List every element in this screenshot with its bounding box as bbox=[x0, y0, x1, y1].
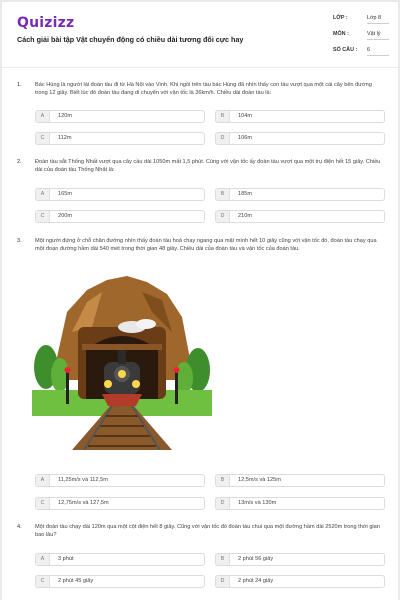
meta-count-label: SỐ CÂU : bbox=[333, 47, 358, 53]
option-text: 12,5m/s và 125m bbox=[238, 477, 281, 483]
option-letter: C bbox=[36, 498, 50, 509]
question-text: Đoàn tàu sắt Thống Nhất vượt qua cây cầu dài 1050m mất 1,5 phút. Cùng với vận tốc ấy đoàn tàu vượt qua một trụ điện hết 15 giây. Chiều dài của đoàn tàu Thống Nhất là: bbox=[35, 159, 381, 173]
meta-divider bbox=[367, 55, 389, 56]
meta-class-label: LỚP : bbox=[333, 15, 348, 21]
option-letter: C bbox=[36, 211, 50, 222]
q3-option-a[interactable] bbox=[35, 474, 205, 487]
q4-option-c[interactable] bbox=[35, 575, 205, 588]
q1-option-d[interactable] bbox=[215, 132, 385, 145]
option-letter: B bbox=[216, 111, 230, 122]
question-text: Một đoàn tàu chạy dài 120m qua một cột điện hết 8 giây. Cũng với vận tốc đó đoàn tàu chui qua một đường hầm dài 2520m trong thời gian bao lâu? bbox=[35, 524, 380, 538]
option-letter: B bbox=[216, 554, 230, 565]
option-text: 106m bbox=[238, 135, 252, 141]
option-letter: B bbox=[216, 189, 230, 200]
option-text: 112m bbox=[58, 135, 72, 141]
train-lamp bbox=[132, 380, 140, 388]
worksheet-title: Cách giải bài tập Vật chuyển động có chiều dài tương đối cực hay bbox=[17, 35, 244, 44]
worksheet-header bbox=[2, 2, 398, 68]
option-text: 13m/s và 130m bbox=[238, 500, 277, 506]
option-letter: A bbox=[36, 111, 50, 122]
option-letter: D bbox=[216, 133, 230, 144]
tunnel-beam bbox=[82, 344, 162, 350]
smoke-cloud bbox=[136, 319, 156, 329]
q3-option-d[interactable] bbox=[215, 497, 385, 510]
q4-option-b[interactable] bbox=[215, 553, 385, 566]
header-divider bbox=[2, 67, 398, 68]
option-letter: A bbox=[36, 189, 50, 200]
train-chimney bbox=[118, 350, 126, 364]
option-text: 11,25m/s và 112,5m bbox=[58, 477, 108, 483]
option-text: 120m bbox=[58, 113, 72, 119]
signal-pole bbox=[66, 368, 69, 404]
meta-count-value: 6 bbox=[367, 47, 370, 53]
q4-option-d[interactable] bbox=[215, 575, 385, 588]
q3-option-b[interactable] bbox=[215, 474, 385, 487]
q2-option-d[interactable] bbox=[215, 210, 385, 223]
q1-option-a[interactable] bbox=[35, 110, 205, 123]
option-text: 12,75m/s và 127,5m bbox=[58, 500, 109, 506]
q2-option-b[interactable] bbox=[215, 188, 385, 201]
question-text: Một người đứng ở chỗ chân đường nhìn thấy đoàn tàu hoả chạy ngang qua mặt mình hết 10 giây cũng với vận tốc đó, đoàn tàu chạy qua một đoạn đường hầm dài 540 mét trong thời gian 48 giây. Chiều dài của đoàn tàu và vận tốc của đoàn tàu. bbox=[35, 238, 377, 252]
option-letter: C bbox=[36, 133, 50, 144]
train-cowcatcher bbox=[102, 394, 142, 406]
question-number: 1. bbox=[17, 82, 22, 88]
option-letter: D bbox=[216, 498, 230, 509]
option-letter: A bbox=[36, 475, 50, 486]
option-text: 200m bbox=[58, 213, 72, 219]
question-number: 3. bbox=[17, 238, 22, 244]
option-text: 2 phút 45 giây bbox=[58, 578, 94, 584]
question-number: 4. bbox=[17, 524, 22, 530]
train-lamp bbox=[104, 380, 112, 388]
option-letter: D bbox=[216, 211, 230, 222]
q3-option-c[interactable] bbox=[35, 497, 205, 510]
meta-subject-value: Vật lý bbox=[367, 31, 381, 37]
question-number: 2. bbox=[17, 159, 22, 165]
train-tunnel-illustration bbox=[32, 272, 212, 450]
quizizz-logo: Quizizz bbox=[17, 15, 75, 31]
question-text: Bác Hùng là người lái đoàn tàu đi từ Hà Nội vào Vinh. Khi ngồi trên tàu bác Hùng đã nhìn thấy con tàu vượt qua một cái cây bên đường trong 12 giây. Biết lúc đó đoàn tàu đang di chuyển với vận tốc là 36km/h. Chiều dài đoàn tàu là: bbox=[35, 82, 372, 96]
option-text: 210m bbox=[238, 213, 252, 219]
meta-class-value: Lớp 8 bbox=[367, 15, 382, 21]
meta-subject-label: MÔN : bbox=[333, 31, 349, 37]
option-letter: D bbox=[216, 576, 230, 587]
q4-option-a[interactable] bbox=[35, 553, 205, 566]
option-text: 165m bbox=[58, 191, 72, 197]
q1-option-b[interactable] bbox=[215, 110, 385, 123]
signal-light bbox=[174, 367, 180, 373]
option-text: 3 phút bbox=[58, 556, 74, 562]
option-text: 2 phút 24 giây bbox=[238, 578, 274, 584]
option-text: 185m bbox=[238, 191, 252, 197]
option-text: 104m bbox=[238, 113, 252, 119]
signal-pole bbox=[175, 368, 178, 404]
meta-divider bbox=[367, 23, 389, 24]
q2-option-a[interactable] bbox=[35, 188, 205, 201]
q2-option-c[interactable] bbox=[35, 210, 205, 223]
signal-light bbox=[65, 367, 71, 373]
option-letter: C bbox=[36, 576, 50, 587]
option-letter: A bbox=[36, 554, 50, 565]
train-headlight bbox=[118, 370, 126, 378]
option-text: 2 phút 56 giây bbox=[238, 556, 274, 562]
meta-divider bbox=[367, 39, 389, 40]
worksheet-page bbox=[2, 2, 398, 600]
q1-option-c[interactable] bbox=[35, 132, 205, 145]
option-letter: B bbox=[216, 475, 230, 486]
